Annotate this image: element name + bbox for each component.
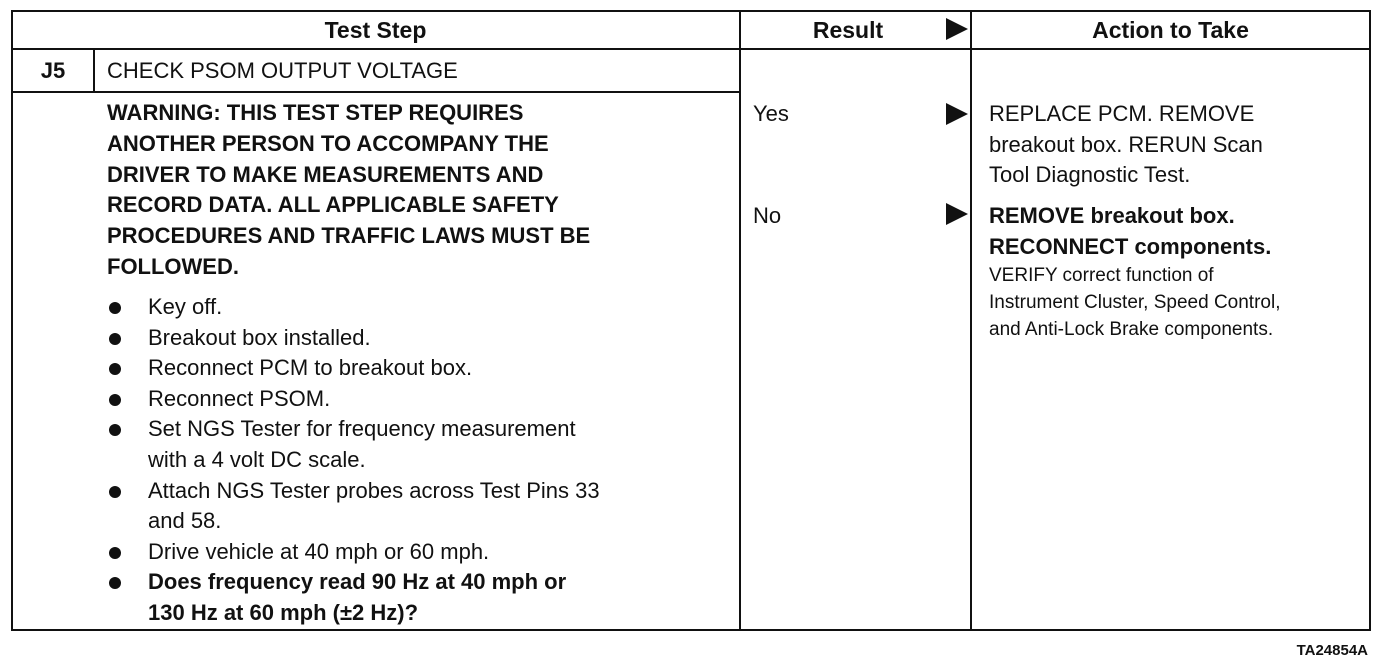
warning-line: WARNING: THIS TEST STEP REQUIRES: [107, 100, 524, 125]
list-item: [107, 292, 727, 323]
warning-line: DRIVER TO MAKE MEASUREMENTS AND: [107, 161, 544, 187]
bullet-icon: [109, 577, 121, 589]
step-id-divider: [93, 48, 95, 93]
figure-reference: TA24854A: [1296, 642, 1368, 659]
table-border-top: [11, 10, 1371, 12]
no-arrow-icon: [946, 203, 968, 225]
list-item: [107, 414, 727, 475]
action-line: and Anti-Lock Brake components.: [989, 319, 1274, 340]
list-item: [107, 384, 727, 415]
bullet-icon: [109, 394, 121, 406]
action-column-left-border: [970, 10, 972, 631]
list-item-text: Key off.: [148, 294, 223, 319]
table-border-left: [11, 10, 13, 631]
result-no: No: [753, 203, 782, 228]
list-item-text: Reconnect PCM to breakout box.: [148, 355, 473, 381]
action-line: VERIFY correct function of: [989, 265, 1214, 286]
procedure-list: [107, 292, 727, 629]
warning-line: FOLLOWED.: [107, 253, 239, 279]
table-border-right: [1369, 10, 1371, 631]
list-item-text: with a 4 volt DC scale.: [148, 446, 366, 472]
warning-line: RECORD DATA. ALL APPLICABLE SAFETY: [107, 192, 559, 218]
title-row-divider: [11, 91, 740, 93]
list-item: [107, 323, 727, 354]
action-yes: [989, 99, 1359, 191]
bullet-icon: [109, 302, 121, 314]
result-column-left-border: [739, 10, 741, 631]
list-item-text: 130 Hz at 60 mph (±2 Hz)?: [148, 599, 419, 625]
bullet-icon: [109, 547, 121, 559]
action-line: REPLACE PCM. REMOVE: [989, 101, 1255, 126]
warning-line: PROCEDURES AND TRAFFIC LAWS MUST BE: [107, 223, 591, 249]
result-yes: Yes: [753, 101, 789, 126]
header-arrow-icon: [946, 18, 968, 40]
list-item-text: Does frequency read 90 Hz at 40 mph or: [148, 569, 567, 595]
bullet-icon: [109, 363, 121, 375]
list-item-question: [107, 567, 727, 628]
action-line: Tool Diagnostic Test.: [989, 162, 1191, 187]
table-border-bottom: [11, 629, 1371, 631]
bullet-icon: [109, 424, 121, 436]
action-line: breakout box. RERUN Scan: [989, 131, 1263, 157]
list-item-text: Drive vehicle at 40 mph or 60 mph.: [148, 538, 490, 564]
header-action: Action to Take: [1092, 17, 1249, 43]
step-title: CHECK PSOM OUTPUT VOLTAGE: [107, 58, 458, 83]
list-item: [107, 476, 727, 537]
list-item-text: and 58.: [148, 508, 222, 534]
action-no: [989, 201, 1359, 343]
list-item-text: Breakout box installed.: [148, 324, 371, 350]
list-item-text: Reconnect PSOM.: [148, 385, 331, 411]
yes-arrow-icon: [946, 103, 968, 125]
bullet-icon: [109, 333, 121, 345]
list-item-text: Set NGS Tester for frequency measurement: [148, 416, 576, 442]
list-item: [107, 537, 727, 568]
list-item-text: Attach NGS Tester probes across Test Pins 33: [148, 477, 600, 503]
header-result: Result: [812, 17, 884, 43]
action-line: RECONNECT components.: [989, 233, 1272, 259]
bullet-icon: [109, 486, 121, 498]
action-line: REMOVE breakout box.: [989, 203, 1235, 228]
list-item: [107, 353, 727, 384]
header-test-step: Test Step: [324, 17, 427, 43]
header-divider: [11, 48, 1371, 50]
warning-text: [107, 98, 707, 283]
action-line: Instrument Cluster, Speed Control,: [989, 292, 1281, 313]
step-id: J5: [40, 58, 66, 83]
warning-line: ANOTHER PERSON TO ACCOMPANY THE: [107, 130, 549, 156]
